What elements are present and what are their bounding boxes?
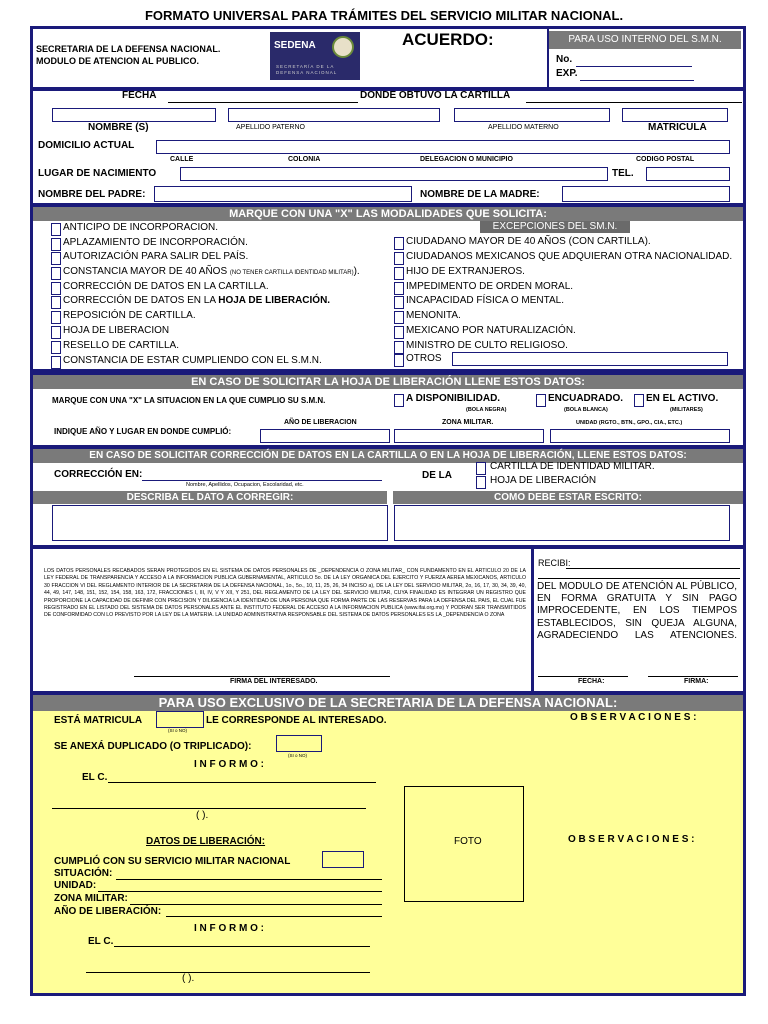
mod-right-checkbox-6[interactable]: [394, 326, 404, 339]
mod-left-label-3: CONSTANCIA MAYOR DE 40 AÑOS (NO TENER CARTILLA IDENTIDAD MILITAR)).: [63, 266, 360, 277]
describa-input[interactable]: [52, 505, 388, 541]
ap-materno-input[interactable]: [454, 108, 610, 122]
cp-label: CODIGO POSTAL: [636, 156, 695, 163]
indique-label: INDIQUE AÑO Y LUGAR EN DONDE CUMPLIÓ:: [54, 427, 232, 436]
ap-materno-label: APELLIDO MATERNO: [488, 124, 559, 131]
datos-lib-label: DATOS DE LIBERACIÓN:: [146, 836, 266, 847]
anio2-label: AÑO DE LIBERACIÓN:: [54, 906, 162, 917]
unidad2-line[interactable]: [98, 891, 382, 892]
donde-label: DONDE OBTUVO LA CARTILLA: [360, 90, 511, 101]
logo-name: SEDENA: [274, 40, 316, 51]
otros-input[interactable]: [452, 352, 728, 366]
ap-paterno-input[interactable]: [228, 108, 440, 122]
logo-sub1: SECRETARÍA DE LA: [276, 64, 335, 69]
mod-right-checkbox-5[interactable]: [394, 311, 404, 324]
mod-left-label-8: RESELLO DE CARTILLA.: [63, 340, 179, 351]
colonia-label: COLONIA: [288, 156, 321, 163]
mod-right-label-3: IMPEDIMENTO DE ORDEN MORAL.: [406, 281, 574, 292]
mod-right-label-2: HIJO DE EXTRANJEROS.: [406, 266, 525, 277]
mod-left-label-9: CONSTANCIA DE ESTAR CUMPLIENDO CON EL S.M.N.: [63, 355, 322, 366]
padre-label: NOMBRE DEL PADRE:: [38, 189, 146, 200]
mod-right-label-5: MENONITA.: [406, 310, 461, 321]
elc1-label: EL C.: [82, 772, 108, 783]
tel-input[interactable]: [646, 167, 730, 181]
mod-left-checkbox-9[interactable]: [51, 356, 61, 369]
logo-sub2: DEFENSA NACIONAL: [276, 70, 338, 75]
tel-label: TEL.: [612, 168, 634, 179]
elc1-line2[interactable]: [52, 808, 366, 809]
cartilla-label: CARTILLA DE IDENTIDAD MILITAR.: [490, 461, 655, 472]
mod-right-label-7: MINISTRO DE CULTO RELIGIOSO.: [406, 340, 568, 351]
dela-label: DE LA: [422, 470, 452, 481]
modulo-text: DEL MODULO DE ATENCIÓN AL PÚBLICO, EN FORMA GRATUITA Y SIN PAGO IMPROCEDENTE, EN LOS TIEMPOS ESTABLECIDOS, SIN QUEJA ALGUNA, AGRADECIENDO LAS ATENCIONES.: [537, 581, 737, 641]
no-label: No.: [556, 54, 573, 65]
hoja-checkbox[interactable]: [476, 476, 486, 489]
anio2-line[interactable]: [166, 916, 382, 917]
mod-left-label-4: CORRECCIÓN DE DATOS EN LA CARTILLA.: [63, 281, 269, 292]
mod-left-label-7: HOJA DE LIBERACION: [63, 325, 170, 336]
nombre-label: NOMBRE (S): [88, 122, 149, 133]
encu-label: ENCUADRADO.: [548, 393, 623, 404]
esta-sino: (SI o NO): [168, 728, 188, 733]
mod-right-label-8: OTROS: [406, 353, 442, 364]
anio-label: AÑO DE LIBERACION: [284, 419, 357, 426]
paren2: ( ).: [182, 973, 195, 984]
zona2-line[interactable]: [130, 904, 382, 905]
obs1-label: O B S E R V A C I O N E S :: [570, 712, 697, 723]
acuerdo-label: ACUERDO:: [402, 30, 494, 49]
recibi-line2: [538, 578, 740, 579]
esta-label: ESTÁ MATRICULA: [54, 715, 143, 726]
correccion-en-field[interactable]: [142, 480, 382, 481]
informo2: I N F O R M O :: [194, 923, 264, 934]
disp-sub: (BOLA NEGRA): [466, 407, 507, 413]
mod-right-label-6: MEXICANO POR NATURALIZACIÓN.: [406, 325, 576, 336]
zona-input[interactable]: [394, 429, 544, 443]
recibi-label: RECIBI:: [538, 558, 571, 568]
activo-sub: (MILITARES): [670, 407, 703, 413]
mod-left-label-1: APLAZAMIENTO DE INCORPORACIÓN.: [63, 237, 248, 248]
donde-field[interactable]: [526, 102, 742, 103]
liberacion-bar: EN CASO DE SOLICITAR LA HOJA DE LIBERACIÓN LLENE ESTOS DATOS:: [33, 375, 743, 389]
mod-left-label-0: ANTICIPO DE INCORPORACION.: [63, 222, 219, 233]
fecha-label: FECHA: [122, 90, 157, 101]
firma-label: FIRMA DEL INTERESADO.: [230, 678, 318, 685]
excepciones-title: EXCEPCIONES DEL SM.N.: [480, 221, 630, 233]
anexa-input[interactable]: [276, 735, 322, 752]
elc2-line[interactable]: [114, 946, 370, 947]
mod-right-checkbox-2[interactable]: [394, 267, 404, 280]
activo-checkbox[interactable]: [634, 394, 644, 407]
situacion-label: SITUACIÓN:: [54, 868, 113, 879]
org-line2: MODULO DE ATENCION AL PUBLICO.: [36, 56, 199, 66]
elc2-line2[interactable]: [86, 972, 370, 973]
exp-field[interactable]: [580, 80, 694, 81]
correccion-en-label: CORRECCIÓN EN:: [54, 469, 143, 480]
padre-input[interactable]: [154, 186, 412, 202]
mod-left-checkbox-6[interactable]: [51, 311, 61, 324]
firma2-line[interactable]: [648, 676, 738, 677]
zona2-label: ZONA MILITAR:: [54, 893, 128, 904]
domicilio-label: DOMICILIO ACTUAL: [38, 140, 135, 151]
describa-bar: DESCRIBA EL DATO A CORREGIR:: [33, 491, 387, 504]
matricula-label: MATRICULA: [648, 122, 707, 133]
mod-left-checkbox-5[interactable]: [51, 296, 61, 309]
lugar-nac-label: LUGAR DE NACIMIENTO: [38, 168, 157, 179]
cartilla-checkbox[interactable]: [476, 462, 486, 475]
mod-right-checkbox-7[interactable]: [394, 341, 404, 354]
mod-left-checkbox-2[interactable]: [51, 252, 61, 265]
como-bar: COMO DEBE ESTAR ESCRITO:: [393, 491, 743, 504]
recibi-line[interactable]: [566, 568, 740, 569]
activo-label: EN EL ACTIVO.: [646, 393, 719, 404]
elc1-line[interactable]: [108, 782, 376, 783]
mod-right-checkbox-0[interactable]: [394, 237, 404, 250]
cumplio-label: CUMPLIÓ CON SU SERVICIO MILITAR NACIONAL: [54, 856, 291, 867]
exp-label: EXP.: [556, 68, 578, 79]
mod-right-checkbox-4[interactable]: [394, 296, 404, 309]
nombre-input[interactable]: [52, 108, 216, 122]
calle-label: CALLE: [170, 156, 194, 163]
obs2-label: O B S E R V A C I O N E S :: [568, 834, 695, 845]
org-line1: SECRETARIA DE LA DEFENSA NACIONAL.: [36, 44, 221, 54]
exclusivo-bar: PARA USO EXCLUSIVO DE LA SECRETARIA DE LA DEFENSA NACIONAL:: [33, 695, 743, 711]
firma-line[interactable]: [134, 676, 390, 677]
sedena-logo: [270, 32, 360, 80]
esta-input[interactable]: [156, 711, 204, 728]
corresponde-label: LE CORRESPONDE AL INTERESADO.: [206, 715, 387, 726]
mod-right-label-4: INCAPACIDAD FÍSICA O MENTAL.: [406, 295, 564, 306]
no-field[interactable]: [576, 66, 692, 67]
seal-icon: [332, 36, 354, 58]
situacion-line[interactable]: [116, 879, 382, 880]
lugar-nac-input[interactable]: [180, 167, 608, 181]
correccion-sub: Nombre, Apellidos, Ocupacion, Escolaridad, etc.: [186, 482, 304, 488]
page-title: FORMATO UNIVERSAL PARA TRÁMITES DEL SERVICIO MILITAR NACIONAL.: [144, 8, 624, 23]
mod-right-checkbox-1[interactable]: [394, 252, 404, 265]
legal-text: LOS DATOS PERSONALES RECABADOS SERAN PROTEGIDOS EN EL SISTEMA DE DATOS PERSONALES DE _DEPENDENCIA O ZONA MILITAR_ CON FUNDAMENTO EN EL ARTICULO 20 DE LA LEY FEDERAL DE TRANSPARENCIA Y ACCESO A LA INFORMACION PUBLICA GUBERNAMENTAL, ARTICULO 5o. DE LA LEY ORGANICA DEL EJERCITO Y FUERZA AEREA MEXICANOS, ARTICULO 30 FRACCION VI DEL REGLAMENTO INTERIOR DE LA SECRETARIA DE LA DEFENSA NACIONAL, 1o., 5o., 10, 11, 25, 26, 34 INCISO a), DE LA LEY DEL SERVICIO MILITAR, 2o, 16, 17, 30, 34, 39, 40, 44, 49, 147, 148, 151, 152, 154, 158, 163, 172, FRACCIONES I, III, IV, V Y XII, Y 251, DEL REGLAMENTO DE LA LEY DEL SERVICIO MILITAR, CUYA FINALIDAD ES INTEGRAR UN REGISTRO QUE PROPORCIONE LA CAPACIDAD DE DEFINIR CON PRECISION Y DILIGENCIA LA IDENTIDAD DE UNA PERSONA QUE FORMA PARTE DE LAS RESERVAS PARA LA DEFENSA DEL PAIS, EL CUAL FUE REGISTRADO EN EL LISTADO DEL SISTEMA DE DATOS PERSONALES ANTE EL INSTITUTO FEDERAL DE ACCESO A LA INFORMACION PUBLICA (www.ifai.org.mx) Y PODRAN SER TRANSMITIDOS DE CONFORMIDAD CON LO PREVISTO POR LA LEY DE LA MATERIA. LA UNIDAD ADMINISTRATIVA RESPONSABLE DEL SISTEMA DE DATOS PERSONALES ES LA _DEPENDENCIA O ZONA: [44, 568, 526, 619]
madre-input[interactable]: [562, 186, 730, 202]
madre-label: NOMBRE DE LA MADRE:: [420, 189, 540, 200]
modalidades-bar: MARQUE CON UNA "X" LAS MODALIDADES QUE SOLICITA:: [33, 207, 743, 221]
mod-left-checkbox-8[interactable]: [51, 341, 61, 354]
mod-left-label-2: AUTORIZACIÓN PARA SALIR DEL PAÍS.: [63, 251, 249, 262]
hoja-label: HOJA DE LIBERACIÓN: [490, 475, 597, 486]
unidad-input[interactable]: [550, 429, 730, 443]
mod-left-checkbox-3[interactable]: [51, 267, 61, 280]
disp-label: A DISPONIBILIDAD.: [406, 393, 501, 404]
mod-right-checkbox-8[interactable]: [394, 354, 404, 367]
mod-right-label-0: CIUDADANO MAYOR DE 40 AÑOS (CON CARTILLA).: [406, 236, 651, 247]
zona-label: ZONA MILITAR.: [442, 419, 494, 426]
mod-right-checkbox-3[interactable]: [394, 282, 404, 295]
fecha2-label: FECHA:: [578, 678, 605, 685]
mod-left-checkbox-7[interactable]: [51, 326, 61, 339]
elc2-label: EL C.: [88, 936, 114, 947]
mod-left-label-5: CORRECCIÓN DE DATOS EN LA HOJA DE LIBERACIÓN.: [63, 295, 331, 306]
paren1: ( ).: [196, 810, 209, 821]
marque-label: MARQUE CON UNA "X" LA SITUACION EN LA QUE CUMPLIO SU S.M.N.: [52, 396, 326, 405]
delegacion-label: DELEGACION O MUNICIPIO: [420, 156, 513, 163]
mod-left-label-6: REPOSICIÓN DE CARTILLA.: [63, 310, 196, 321]
cumplio-input[interactable]: [322, 851, 364, 868]
legal-divider: [531, 549, 534, 691]
anexa-sino: (SI o NO): [288, 753, 308, 758]
foto-label: FOTO: [454, 836, 482, 847]
mod-left-checkbox-0[interactable]: [51, 223, 61, 236]
encu-checkbox[interactable]: [536, 394, 546, 407]
fecha-field[interactable]: [168, 102, 358, 103]
como-input[interactable]: [394, 505, 730, 541]
fecha2-line[interactable]: [538, 676, 628, 677]
internal-title: PARA USO INTERNO DEL S.M.N.: [549, 31, 741, 49]
domicilio-input[interactable]: [156, 140, 730, 154]
firma2-label: FIRMA:: [684, 678, 709, 685]
unidad-label: UNIDAD (RGTO., BTN., GPO., CIA., ETC.): [576, 420, 683, 426]
encu-sub: (BOLA BLANCA): [564, 407, 608, 413]
anio-input[interactable]: [260, 429, 390, 443]
informo1: I N F O R M O :: [194, 759, 264, 770]
unidad2-label: UNIDAD:: [54, 880, 97, 891]
mod-left-checkbox-1[interactable]: [51, 238, 61, 251]
anexa-label: SE ANEXÁ DUPLICADO (O TRIPLICADO):: [54, 741, 252, 752]
disp-checkbox[interactable]: [394, 394, 404, 407]
mod-right-label-1: CIUDADANOS MEXICANOS QUE ADQUIERAN OTRA NACIONALIDAD.: [406, 251, 733, 262]
correccion-bar: EN CASO DE SOLICITAR CORRECCIÓN DE DATOS EN LA CARTILLA O EN LA HOJA DE LIBERACIÓN, LLENE ESTOS DATOS:: [33, 449, 743, 463]
matricula-input[interactable]: [622, 108, 728, 122]
mod-left-checkbox-4[interactable]: [51, 282, 61, 295]
ap-paterno-label: APELLIDO PATERNO: [236, 124, 305, 131]
